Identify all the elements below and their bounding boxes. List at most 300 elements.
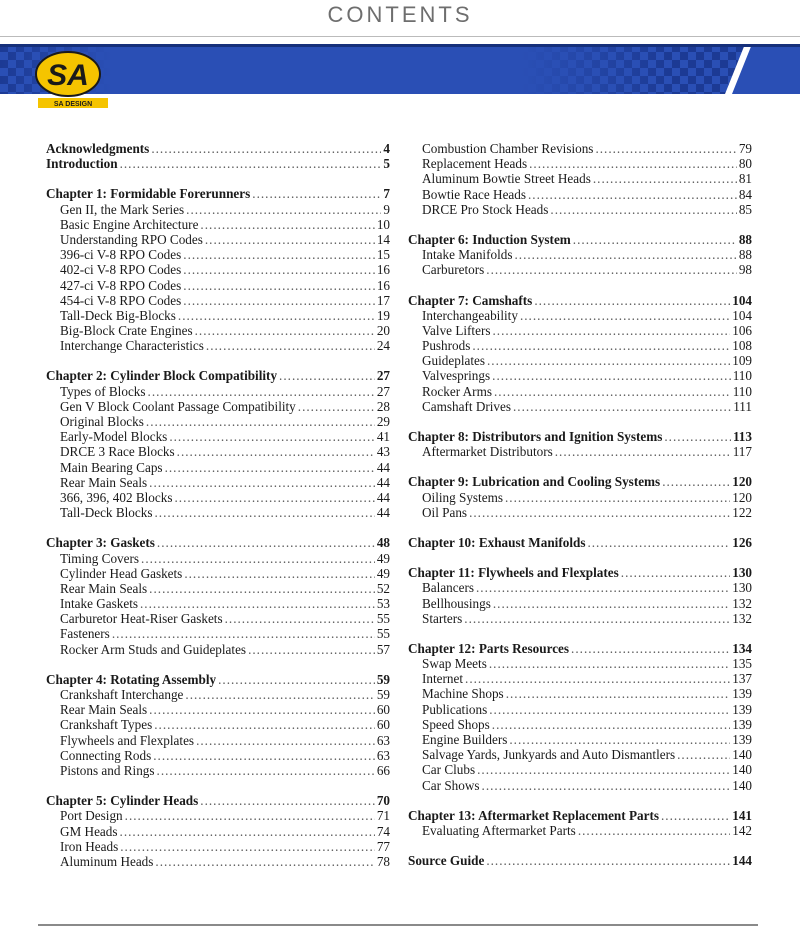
toc-section-entry[interactable]	[408, 671, 752, 686]
toc-entry-label: Aluminum Heads	[60, 853, 154, 869]
dot-leader	[298, 399, 375, 414]
toc-entry-page: 20	[376, 323, 390, 339]
header-divider	[0, 36, 800, 37]
dot-leader	[492, 368, 731, 383]
toc-section-entry[interactable]	[408, 323, 752, 338]
toc-entry-label: Crankshaft Interchange	[60, 687, 184, 702]
toc-entry-label: Oil Pans	[422, 504, 468, 520]
toc-entry-label: Chapter 10: Exhaust Manifolds	[408, 534, 586, 550]
dot-leader	[195, 323, 375, 338]
dot-leader	[154, 717, 375, 732]
dot-leader	[621, 565, 730, 580]
dot-leader	[178, 308, 375, 323]
dot-leader	[200, 793, 375, 808]
dot-leader	[476, 580, 730, 595]
toc-section-entry[interactable]	[46, 642, 390, 657]
toc-entry-label: Early-Model Blocks	[60, 429, 168, 445]
dot-leader	[279, 368, 375, 383]
dot-leader	[149, 702, 375, 717]
dot-leader	[587, 535, 730, 550]
toc-chapter-entry[interactable]	[408, 641, 752, 656]
toc-entry-label: Interchange Characteristics	[60, 338, 204, 354]
dot-leader	[120, 824, 375, 839]
toc-entry-label: Camshaft Drives	[422, 398, 511, 414]
dot-leader	[493, 596, 730, 611]
toc-chapter-entry[interactable]	[46, 535, 390, 550]
toc-chapter-entry[interactable]	[408, 232, 752, 247]
dot-leader	[177, 444, 375, 459]
toc-entry-label: Speed Shops	[422, 716, 490, 732]
toc-entry-page: 57	[376, 641, 390, 657]
toc-entry-label: Iron Heads	[60, 838, 119, 854]
toc-section-entry[interactable]	[46, 414, 390, 429]
toc-chapter-entry[interactable]	[46, 156, 390, 171]
toc-entry-page: 9	[383, 201, 390, 217]
toc-section-entry[interactable]	[46, 278, 390, 293]
dot-leader	[465, 671, 730, 686]
toc-entry-label: Types of Blocks	[60, 383, 146, 399]
toc-section-entry[interactable]	[408, 611, 752, 626]
toc-section-entry[interactable]	[408, 490, 752, 505]
toc-section-entry[interactable]	[46, 460, 390, 475]
toc-section-entry[interactable]	[46, 581, 390, 596]
toc-section-entry[interactable]	[46, 824, 390, 839]
dot-leader	[154, 505, 374, 520]
toc-entry-page: 142	[732, 822, 752, 838]
toc-entry-label: Bellhousings	[422, 595, 491, 611]
dot-leader	[492, 717, 730, 732]
dot-leader	[514, 247, 736, 262]
toc-section-entry[interactable]	[46, 202, 390, 217]
dot-leader	[492, 323, 730, 338]
dot-leader	[157, 535, 375, 550]
toc-chapter-entry[interactable]	[46, 672, 390, 687]
dot-leader	[489, 656, 730, 671]
toc-entry-page: 134	[732, 640, 752, 656]
toc-entry-label: Acknowledgments	[46, 141, 150, 156]
toc-entry-label: Source Guide	[408, 853, 485, 869]
toc-entry-label: Timing Covers	[60, 550, 140, 566]
dot-leader	[148, 384, 375, 399]
toc-section-entry[interactable]	[46, 626, 390, 641]
dot-leader	[664, 429, 731, 444]
toc-entry-page: 139	[732, 732, 752, 747]
toc-entry-page: 19	[376, 307, 390, 323]
toc-section-entry[interactable]	[408, 141, 752, 156]
toc-entry-page: 88	[738, 231, 752, 247]
toc-section-entry[interactable]	[408, 686, 752, 701]
toc-entry-label: Combustion Chamber Revisions	[422, 141, 594, 156]
toc-entry-label: Chapter 6: Induction System	[408, 231, 571, 247]
dot-leader	[151, 141, 381, 156]
toc-section-entry[interactable]	[46, 505, 390, 520]
toc-section-entry[interactable]	[408, 762, 752, 777]
dot-leader	[183, 278, 375, 293]
toc-section-entry[interactable]	[46, 854, 390, 869]
toc-chapter-entry[interactable]	[408, 429, 752, 444]
dot-leader	[506, 686, 731, 701]
toc-entry-label: Rocker Arm Studs and Guideplates	[60, 641, 247, 657]
dot-leader	[185, 687, 374, 702]
dot-leader	[520, 308, 730, 323]
toc-entry-page: 141	[732, 807, 752, 823]
page-title: CONTENTS	[327, 2, 473, 27]
dot-leader	[186, 202, 381, 217]
toc-chapter-entry[interactable]	[46, 368, 390, 383]
toc-entry-page: 137	[732, 671, 752, 687]
toc-entry-page: 109	[732, 353, 752, 369]
toc-entry-label: Introduction	[46, 156, 118, 172]
toc-section-entry[interactable]	[46, 717, 390, 732]
toc-chapter-entry[interactable]	[408, 535, 752, 550]
toc-entry-page: 120	[732, 474, 752, 490]
toc-section-entry[interactable]	[408, 156, 752, 171]
dot-leader	[120, 156, 382, 171]
toc-entry-label: Basic Engine Architecture	[60, 216, 199, 232]
toc-section-entry[interactable]	[46, 748, 390, 763]
toc-entry-page: 130	[732, 565, 752, 581]
toc-entry-label: Tall-Deck Blocks	[60, 505, 153, 521]
toc-entry-label: Understanding RPO Codes	[60, 231, 203, 247]
footer-divider	[38, 924, 758, 926]
dot-leader	[477, 762, 730, 777]
dot-leader	[534, 293, 730, 308]
dot-leader	[165, 460, 375, 475]
toc-entry-label: Swap Meets	[422, 656, 487, 672]
dot-leader	[206, 338, 375, 353]
toc-entry-label: Chapter 7: Camshafts	[408, 292, 533, 308]
toc-entry-page: 49	[376, 565, 390, 581]
dot-leader	[487, 353, 730, 368]
toc-section-entry[interactable]	[46, 429, 390, 444]
dot-leader	[494, 384, 731, 399]
toc-section-entry[interactable]	[46, 687, 390, 702]
toc-entry-page: 16	[376, 262, 390, 278]
toc-entry-label: Intake Manifolds	[422, 247, 513, 263]
toc-section-entry[interactable]	[408, 747, 752, 762]
toc-entry-page: 88	[738, 247, 752, 263]
dot-leader	[183, 262, 375, 277]
toc-entry-label: Bowtie Race Heads	[422, 186, 526, 202]
dot-leader	[149, 475, 375, 490]
toc-entry-label: Connecting Rods	[60, 747, 152, 763]
toc-section-entry[interactable]	[408, 778, 752, 793]
dot-leader	[573, 232, 737, 247]
toc-entry-label: Car Clubs	[422, 762, 476, 778]
toc-entry-page: 17	[376, 292, 390, 308]
toc-entry-page: 139	[732, 686, 752, 702]
toc-entry-page: 44	[376, 474, 390, 490]
toc-entry-page: 126	[732, 534, 752, 550]
toc-chapter-entry[interactable]	[46, 186, 390, 201]
dot-leader	[183, 293, 375, 308]
dot-leader	[252, 186, 381, 201]
dot-leader	[662, 474, 730, 489]
toc-entry-label: Carburetors	[422, 262, 485, 278]
toc-entry-label: 402-ci V-8 RPO Codes	[60, 262, 182, 278]
toc-section-entry[interactable]	[46, 808, 390, 823]
toc-section-entry[interactable]	[408, 823, 752, 838]
toc-section-entry[interactable]	[46, 323, 390, 338]
toc-entry-page: 77	[376, 838, 390, 854]
toc-chapter-entry[interactable]	[408, 565, 752, 580]
toc-entry-label: Original Blocks	[60, 414, 144, 429]
toc-section-entry[interactable]	[408, 202, 752, 217]
toc-entry-label: Valvesprings	[422, 368, 491, 384]
toc-entry-page: 120	[732, 489, 752, 505]
toc-entry-page: 60	[376, 702, 390, 718]
dot-leader	[205, 232, 375, 247]
toc-entry-label: Guideplates	[422, 353, 485, 369]
dot-leader	[593, 171, 737, 186]
toc-entry-label: Tall-Deck Big-Blocks	[60, 307, 176, 323]
toc-entry-label: Crankshaft Types	[60, 717, 153, 733]
dot-leader	[120, 839, 375, 854]
dot-leader	[489, 702, 730, 717]
toc-entry-page: 60	[376, 717, 390, 733]
toc-section-entry[interactable]	[408, 384, 752, 399]
toc-entry-label: Chapter 11: Flywheels and Flexplates	[408, 565, 619, 581]
dot-leader	[505, 490, 730, 505]
toc-entry-label: Chapter 2: Cylinder Block Compatibility	[46, 368, 278, 384]
toc-section-entry[interactable]	[46, 338, 390, 353]
toc-chapter-entry[interactable]	[408, 853, 752, 868]
dot-leader	[196, 733, 375, 748]
toc-entry-label: Machine Shops	[422, 686, 504, 702]
toc-entry-label: DRCE Pro Stock Heads	[422, 201, 549, 217]
toc-entry-label: Cylinder Head Gaskets	[60, 565, 183, 581]
toc-entry-label: Chapter 9: Lubrication and Cooling Systems	[408, 474, 661, 490]
toc-section-entry[interactable]	[408, 656, 752, 671]
toc-entry-page: 135	[732, 656, 752, 672]
toc-entry-page: 53	[376, 596, 390, 612]
dot-leader	[595, 141, 736, 156]
toc-section-entry[interactable]	[46, 763, 390, 778]
toc-section-entry[interactable]	[408, 308, 752, 323]
dot-leader	[112, 626, 375, 641]
toc-entry-label: Rocker Arms	[422, 383, 492, 399]
toc-section-entry[interactable]	[46, 566, 390, 581]
toc-entry-page: 111	[733, 398, 752, 414]
toc-entry-label: Main Bearing Caps	[60, 459, 163, 475]
toc-entry-label: Fasteners	[60, 626, 110, 642]
toc-entry-page: 59	[376, 671, 390, 687]
toc-entry-label: Gen V Block Coolant Passage Compatibility	[60, 398, 296, 414]
toc-entry-page: 15	[376, 247, 390, 263]
toc-section-entry[interactable]	[408, 247, 752, 262]
toc-section-entry[interactable]	[408, 732, 752, 747]
dot-leader	[174, 490, 374, 505]
toc-section-entry[interactable]	[408, 187, 752, 202]
toc-entry-label: Chapter 1: Formidable Forerunners	[46, 186, 251, 202]
dot-leader	[469, 505, 730, 520]
dot-leader	[528, 187, 737, 202]
toc-entry-page: 132	[732, 595, 752, 611]
dot-leader	[661, 808, 730, 823]
toc-entry-label: Rear Main Seals	[60, 702, 148, 718]
toc-section-entry[interactable]	[408, 505, 752, 520]
toc-chapter-entry[interactable]	[408, 808, 752, 823]
toc-entry-page: 110	[732, 368, 752, 384]
toc-section-entry[interactable]	[46, 308, 390, 323]
toc-entry-page: 16	[376, 277, 390, 293]
toc-chapter-entry[interactable]	[408, 474, 752, 489]
toc-entry-page: 63	[376, 747, 390, 763]
toc-section-entry[interactable]	[408, 596, 752, 611]
dot-leader	[125, 808, 375, 823]
toc-entry-label: Carburetor Heat-Riser Gaskets	[60, 611, 223, 627]
dot-leader	[550, 202, 736, 217]
toc-entry-page: 117	[732, 444, 752, 460]
toc-chapter-entry[interactable]	[46, 141, 390, 156]
toc-entry-label: Port Design	[60, 808, 123, 824]
toc-section-entry[interactable]	[46, 247, 390, 262]
toc-entry-label: 454-ci V-8 RPO Codes	[60, 292, 182, 308]
toc-entry-page: 79	[738, 141, 752, 156]
toc-entry-page: 130	[732, 580, 752, 596]
dot-leader	[169, 429, 375, 444]
toc-entry-page: 7	[383, 186, 390, 202]
publisher-logo	[32, 48, 122, 110]
toc-section-entry[interactable]	[408, 338, 752, 353]
toc-entry-label: Chapter 12: Parts Resources	[408, 640, 570, 656]
toc-entry-page: 49	[376, 550, 390, 566]
toc-entry-page: 74	[376, 823, 390, 839]
toc-chapter-entry[interactable]	[46, 793, 390, 808]
toc-entry-page: 140	[732, 747, 752, 763]
toc-entry-label: Big-Block Crate Engines	[60, 323, 193, 339]
toc-section-entry[interactable]	[408, 444, 752, 459]
dot-leader	[486, 262, 737, 277]
toc-entry-label: Replacement Heads	[422, 156, 528, 172]
toc-section-entry[interactable]	[408, 399, 752, 414]
toc-entry-label: Oiling Systems	[422, 489, 503, 505]
toc-entry-label: Chapter 4: Rotating Assembly	[46, 671, 217, 687]
toc-section-entry[interactable]	[46, 702, 390, 717]
toc-entry-page: 44	[376, 459, 390, 475]
toc-chapter-entry[interactable]	[408, 293, 752, 308]
toc-section-entry[interactable]	[46, 551, 390, 566]
toc-entry-label: Rear Main Seals	[60, 580, 148, 596]
toc-entry-page: 80	[738, 156, 752, 172]
toc-left-column	[46, 141, 390, 869]
toc-section-entry[interactable]	[408, 368, 752, 383]
dot-leader	[149, 581, 375, 596]
dot-leader	[571, 641, 730, 656]
toc-entry-page: 139	[732, 701, 752, 717]
toc-section-entry[interactable]	[46, 444, 390, 459]
dot-leader	[155, 854, 374, 869]
logo-subtext: SA DESIGN	[53, 101, 93, 108]
toc-entry-label: 366, 396, 402 Blocks	[60, 489, 173, 505]
toc-entry-label: Chapter 8: Distributors and Ignition Systems	[408, 429, 663, 444]
toc-entry-label: Car Shows	[422, 777, 480, 793]
toc-section-entry[interactable]	[408, 353, 752, 368]
dot-leader	[509, 732, 730, 747]
toc-section-entry[interactable]	[46, 596, 390, 611]
toc-section-entry[interactable]	[46, 384, 390, 399]
dot-leader	[486, 853, 730, 868]
toc-entry-label: Flywheels and Flexplates	[60, 732, 195, 748]
toc-entry-page: 27	[376, 383, 390, 399]
toc-entry-page: 24	[376, 338, 390, 354]
toc-entry-page: 78	[376, 853, 390, 869]
dot-leader	[153, 748, 375, 763]
dot-leader	[555, 444, 731, 459]
toc-entry-page: 63	[376, 732, 390, 748]
toc-entry-label: Internet	[422, 671, 464, 687]
toc-section-entry[interactable]	[46, 232, 390, 247]
dot-leader	[183, 247, 375, 262]
toc-entry-label: GM Heads	[60, 823, 118, 839]
toc-entry-label: Chapter 3: Gaskets	[46, 535, 155, 551]
toc-entry-page: 55	[376, 626, 390, 642]
toc-entry-page: 44	[376, 505, 390, 521]
dot-leader	[472, 338, 730, 353]
dot-leader	[200, 217, 374, 232]
toc-entry-page: 106	[732, 322, 752, 338]
dot-leader	[141, 551, 375, 566]
toc-entry-page: 41	[376, 429, 390, 445]
toc-entry-label: Chapter 13: Aftermarket Replacement Parts	[408, 807, 659, 823]
toc-section-entry[interactable]	[46, 262, 390, 277]
toc-section-entry[interactable]	[46, 399, 390, 414]
toc-section-entry[interactable]	[408, 262, 752, 277]
toc-section-entry[interactable]	[46, 475, 390, 490]
toc-section-entry[interactable]	[408, 580, 752, 595]
toc-entry-label: Aluminum Bowtie Street Heads	[422, 171, 591, 187]
toc-right-column	[408, 141, 752, 868]
toc-entry-label: Gen II, the Mark Series	[60, 201, 185, 217]
toc-entry-page: 81	[738, 171, 752, 187]
toc-section-entry[interactable]	[46, 611, 390, 626]
toc-entry-label: Interchangeability	[422, 307, 518, 323]
toc-section-entry[interactable]	[46, 839, 390, 854]
toc-section-entry[interactable]	[408, 717, 752, 732]
toc-entry-page: 43	[376, 444, 390, 460]
toc-entry-page: 104	[732, 292, 752, 308]
toc-section-entry[interactable]	[46, 490, 390, 505]
toc-entry-page: 10	[376, 216, 390, 232]
toc-section-entry[interactable]	[46, 733, 390, 748]
dot-leader	[140, 596, 375, 611]
toc-section-entry[interactable]	[408, 702, 752, 717]
toc-entry-label: DRCE 3 Race Blocks	[60, 444, 175, 460]
dot-leader	[157, 763, 375, 778]
dot-leader	[248, 642, 375, 657]
dot-leader	[146, 414, 375, 429]
toc-section-entry[interactable]	[46, 293, 390, 308]
toc-entry-label: Pistons and Rings	[60, 762, 155, 778]
toc-entry-page: 84	[738, 186, 752, 202]
dot-leader	[529, 156, 737, 171]
dot-leader	[578, 823, 730, 838]
toc-section-entry[interactable]	[46, 217, 390, 232]
dot-leader	[482, 778, 731, 793]
toc-entry-page: 122	[732, 504, 752, 520]
toc-entry-page: 4	[383, 141, 390, 156]
toc-entry-page: 55	[376, 611, 390, 627]
dot-leader	[513, 399, 731, 414]
toc-entry-page: 70	[376, 793, 390, 809]
toc-entry-label: Salvage Yards, Junkyards and Auto Dismantlers	[422, 747, 676, 763]
toc-section-entry[interactable]	[408, 171, 752, 186]
dot-leader	[225, 611, 375, 626]
toc-entry-page: 44	[376, 489, 390, 505]
toc-entry-page: 98	[738, 262, 752, 278]
toc-entry-label: Rear Main Seals	[60, 474, 148, 490]
toc-entry-label: Balancers	[422, 580, 474, 596]
